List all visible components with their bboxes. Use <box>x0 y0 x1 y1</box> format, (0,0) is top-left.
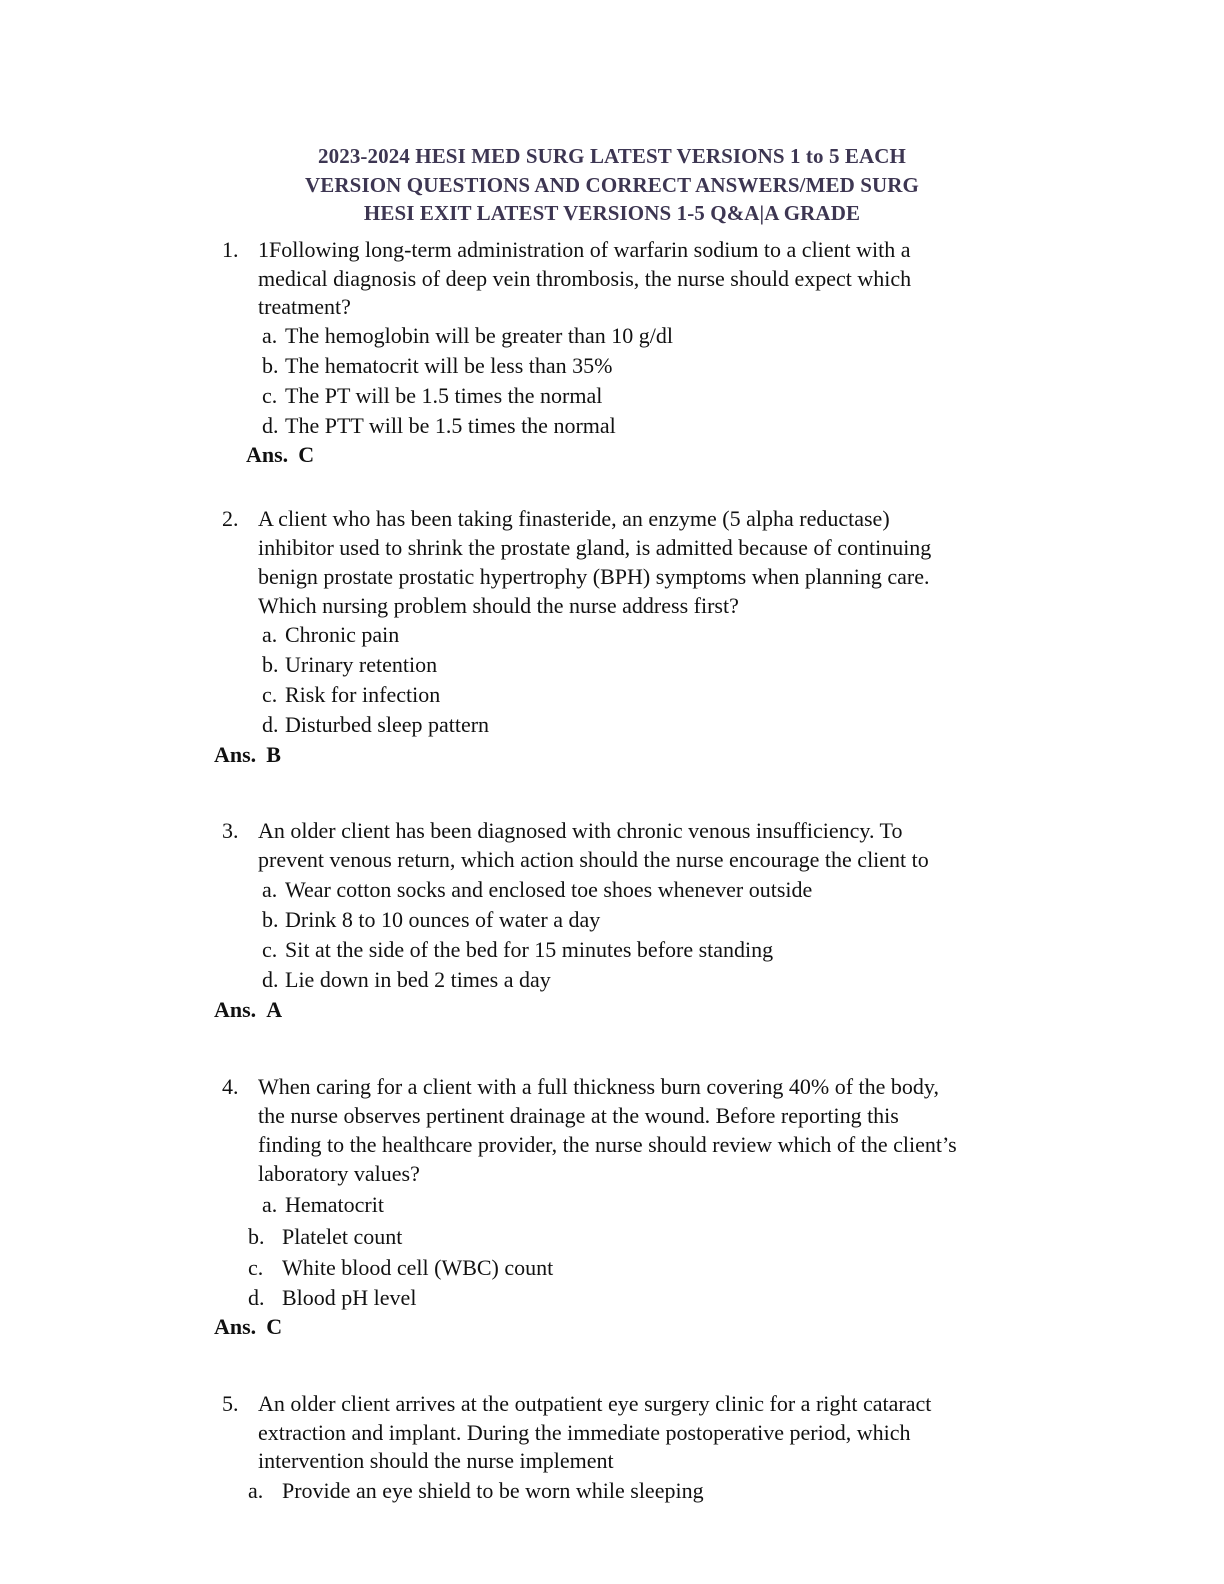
answer-value: C <box>266 1314 283 1339</box>
option-text: Disturbed sleep pattern <box>285 712 490 737</box>
option-letter: b. <box>262 907 279 932</box>
option-text: Hematocrit <box>285 1192 384 1217</box>
question-text-line: 1Following long-term administration of warfarin sodium to a client with a <box>258 237 911 262</box>
question-text-line: medical diagnosis of deep vein thrombosis, the nurse should expect which <box>258 266 912 291</box>
option-letter: a. <box>262 877 278 902</box>
option-text: Drink 8 to 10 ounces of water a day <box>285 907 601 932</box>
option-text: The hematocrit will be less than 35% <box>285 353 613 378</box>
question-number: 5. <box>222 1391 239 1416</box>
document-title-line-1: 2023-2024 HESI MED SURG LATEST VERSIONS 1 to 5 EACH <box>318 144 906 168</box>
question-text-line: When caring for a client with a full thickness burn covering 40% of the body, <box>258 1074 939 1099</box>
question-number: 2. <box>222 506 239 531</box>
question-number: 1. <box>222 237 239 262</box>
option-text: Blood pH level <box>282 1285 417 1310</box>
option-text: The PT will be 1.5 times the normal <box>285 383 603 408</box>
option-letter: d. <box>262 967 279 992</box>
answer-value: C <box>298 442 315 467</box>
answer-line <box>214 742 281 768</box>
option-letter: c. <box>262 682 278 707</box>
document-title-line-2: VERSION QUESTIONS AND CORRECT ANSWERS/MED SURG <box>305 173 919 197</box>
option-letter: d. <box>262 413 279 438</box>
option-letter: b. <box>262 652 279 677</box>
option-letter: c. <box>262 937 278 962</box>
option-letter: b. <box>248 1224 265 1249</box>
question-text-line: extraction and implant. During the immediate postoperative period, which <box>258 1420 911 1445</box>
option-text: Wear cotton socks and enclosed toe shoes whenever outside <box>285 877 813 902</box>
question-text-line: intervention should the nurse implement <box>258 1448 614 1473</box>
option-text: Platelet count <box>282 1224 403 1249</box>
answer-value: A <box>266 997 283 1022</box>
question-text-line: prevent venous return, which action should the nurse encourage the client to <box>258 847 929 872</box>
question-number: 3. <box>222 818 239 843</box>
answer-label: Ans. <box>214 1314 257 1339</box>
question-text-line: benign prostate prostatic hypertrophy (BPH) symptoms when planning care. <box>258 564 930 589</box>
option-text: The hemoglobin will be greater than 10 g/dl <box>285 323 673 348</box>
option-text: Lie down in bed 2 times a day <box>285 967 551 992</box>
question-number: 4. <box>222 1074 239 1099</box>
option-text: Urinary retention <box>285 652 438 677</box>
question-text-line: An older client has been diagnosed with chronic venous insufficiency. To <box>258 818 903 843</box>
answer-line <box>214 1314 282 1340</box>
question-text-line: laboratory values? <box>258 1161 420 1186</box>
answer-label: Ans. <box>214 742 257 767</box>
question-text-line: finding to the healthcare provider, the nurse should review which of the client’s <box>258 1132 957 1157</box>
question-text-line: treatment? <box>258 294 351 319</box>
option-letter: a. <box>248 1478 264 1503</box>
option-letter: a. <box>262 622 278 647</box>
option-letter: d. <box>262 712 279 737</box>
question-text-line: An older client arrives at the outpatient eye surgery clinic for a right cataract <box>258 1391 932 1416</box>
option-text: Chronic pain <box>285 622 400 647</box>
option-letter: b. <box>262 353 279 378</box>
option-text: The PTT will be 1.5 times the normal <box>285 413 616 438</box>
question-text-line: A client who has been taking finasteride, an enzyme (5 alpha reductase) <box>258 506 890 531</box>
option-text: Risk for infection <box>285 682 441 707</box>
option-text: Provide an eye shield to be worn while sleeping <box>282 1478 704 1503</box>
option-letter: a. <box>262 1192 278 1217</box>
answer-label: Ans. <box>246 442 289 467</box>
question-text-line: Which nursing problem should the nurse address first? <box>258 593 739 618</box>
option-letter: c. <box>262 383 278 408</box>
question-text-line: inhibitor used to shrink the prostate gland, is admitted because of continuing <box>258 535 932 560</box>
question-text-line: the nurse observes pertinent drainage at the wound. Before reporting this <box>258 1103 899 1128</box>
answer-label: Ans. <box>214 997 257 1022</box>
option-text: Sit at the side of the bed for 15 minutes before standing <box>285 937 774 962</box>
answer-line <box>214 997 282 1023</box>
option-letter: a. <box>262 323 278 348</box>
answer-line <box>246 442 314 468</box>
option-text: White blood cell (WBC) count <box>282 1255 554 1280</box>
answer-value: B <box>266 742 281 767</box>
option-letter: d. <box>248 1285 265 1310</box>
option-letter: c. <box>248 1255 264 1280</box>
document-title-line-3: HESI EXIT LATEST VERSIONS 1-5 Q&A|A GRADE <box>363 201 861 225</box>
